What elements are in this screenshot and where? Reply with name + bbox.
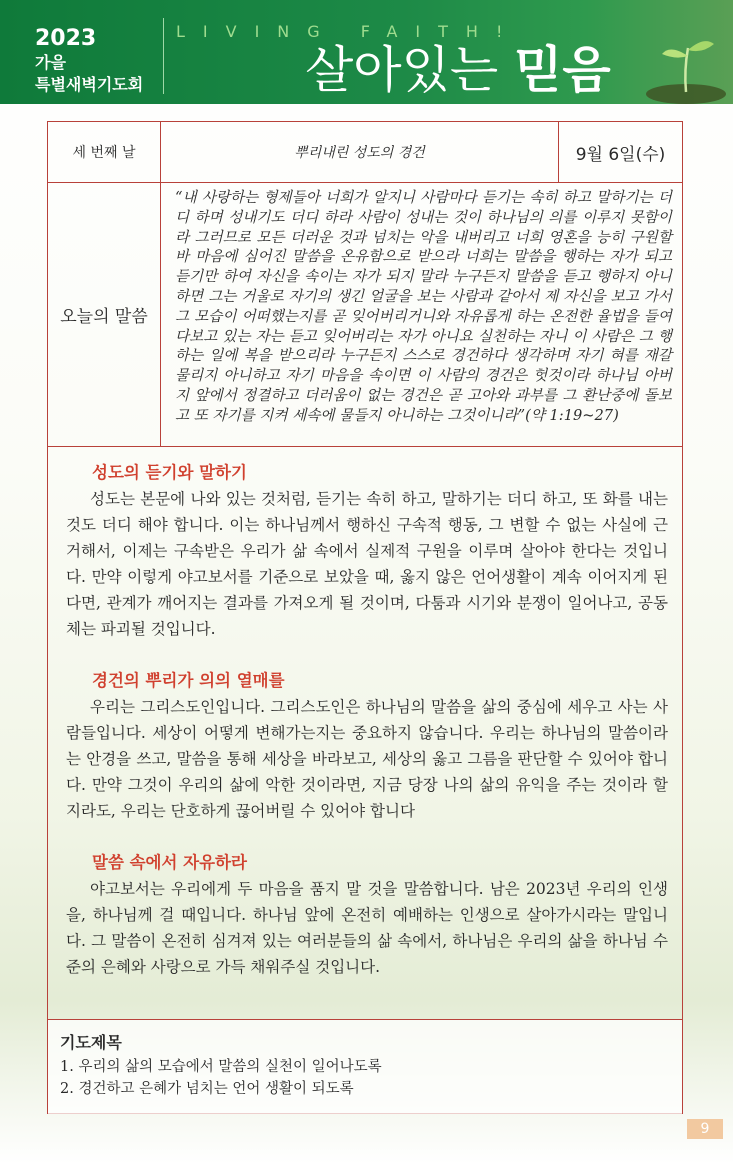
prayer-item: 1. 우리의 삶의 모습에서 말씀의 실천이 일어나도록: [60, 1059, 382, 1075]
section-title: 경건의 뿌리가 의의 열매를: [92, 671, 285, 690]
header-divider: [163, 18, 164, 94]
section: [66, 460, 668, 642]
header-title-light: 살아있는: [305, 41, 499, 99]
section-title: 말씀 속에서 자유하라: [92, 853, 247, 872]
prayer-box: [48, 1019, 682, 1114]
header-year: 2023: [35, 26, 97, 51]
header-subtitle: LIVING FAITH!: [176, 22, 521, 41]
header-event: 특별새벽기도회: [35, 75, 144, 94]
devotional-frame: [47, 121, 683, 1114]
header-season: 가을: [35, 53, 66, 72]
header-event-block: [35, 26, 143, 96]
verse-text: “내 사랑하는 형제들아 너희가 알지니 사람마다 듣기는 속히 하고 말하기는 더디 하며 성내기도 더디 하라 사람이 성내는 것이 하나님의 의를 이루지 못함이라 그러므로 모든 더러운 것과 넘치는 악을 내버리고 너희 영혼을 능히 구원할 바 마음에 심어진 말씀을 온유함으로 받으라 너희는 말씀을 행하는 자가 되고 듣기만 하여 자신을 속이는 자가 되지 말라 누구든지 말씀을 듣고 행하지 아니하면 그는 거울로 자기의 생긴 얼굴을 보는 사람과 같아서 제 자신을 보고 가서 그 모습이 어떠했는지를 곧 잊어버리거니와 자유롭게 하는 온전한 율법을 들여다보고 있는 자는 듣고 잊어버리는 자가 아니요 실천하는 자니 이 사람은 그 행하는 일에 복을 받으리라 누구든지 스스로 경건하다 생각하며 자기 혀를 재갈 물리지 아니하고 자기 마음을 속이면 이 사람의 경건은 헛것이라 하나님 아버지 앞에서 정결하고 더러움이 없는 경건은 곧 고아와 과부를 그 환난중에 돌보고 또 자기를 지켜 세속에 물들지 아니하는 그것이니라”(약 1:19~27): [175, 189, 672, 424]
section-body: 성도는 본문에 나와 있는 것처럼, 듣기는 속히 하고, 말하기는 더디 하고, 또 화를 내는 것도 더디 해야 합니다. 이는 하나님께서 행하신 구속적 행동, 그 변할 수 없는 사실에 근거해서, 이제는 구속받은 우리가 삶 속에서 실제적 구원을 이루며 살아야 한다는 것입니다. 만약 이렇게 야고보서를 기준으로 보았을 때, 옳지 않은 언어생활이 계속 이어지게 된다면, 관계가 깨어지는 결과를 가져오게 될 것이며, 다툼과 시기와 분쟁이 일어나고, 공동체는 파괴될 것입니다.: [66, 490, 668, 638]
verse-label: 오늘의 말씀: [48, 182, 161, 446]
prayer-list: [60, 1056, 382, 1100]
header-banner: [0, 0, 733, 104]
section-body: 우리는 그리스도인입니다. 그리스도인은 하나님의 말씀을 삶의 중심에 세우고 사는 사람들입니다. 세상이 어떻게 변해가는지는 중요하지 않습니다. 우리는 하나님의 말씀이라는 안경을 쓰고, 말씀을 통해 세상을 바라보고, 세상의 옳고 그름을 판단할 수 있어야 합니다. 만약 그것이 우리의 삶에 악한 것이라면, 지금 당장 나의 삶의 유익을 주는 것이라 할지라도, 우리는 단호하게 끊어버릴 수 있어야 합니다: [66, 698, 668, 820]
section-title: 성도의 듣기와 말하기: [92, 463, 247, 482]
info-row: [48, 122, 682, 183]
scripture-row: [48, 182, 682, 447]
section: [66, 668, 668, 824]
header-title-bold: 믿음: [514, 41, 611, 99]
page-number: 9: [687, 1119, 723, 1139]
section-body: 야고보서는 우리에게 두 마음을 품지 말 것을 말씀합니다. 남은 2023년 우리의 인생을, 하나님께 걸 때입니다. 하나님 앞에 온전히 예배하는 인생으로 살아가시라는 말입니다. 그 말씀이 온전히 심겨져 있는 여러분들의 삶 속에서, 하나님은 우리의 삶을 하나님 수준의 은혜와 사랑으로 가득 채워주실 것입니다.: [66, 880, 668, 976]
section: [66, 850, 668, 980]
sprout-icon: [626, 10, 733, 104]
header-title: [305, 40, 611, 100]
day-label: 세 번째 날: [48, 122, 161, 182]
date-label: 9월 6일(수): [575, 144, 666, 165]
prayer-item: 2. 경건하고 은혜가 넘치는 언어 생활이 되도록: [60, 1081, 354, 1097]
sermon-body: [66, 460, 668, 1006]
sermon-title: 뿌리내린 성도의 경건: [161, 122, 559, 182]
prayer-title: 기도제목: [60, 1033, 122, 1052]
